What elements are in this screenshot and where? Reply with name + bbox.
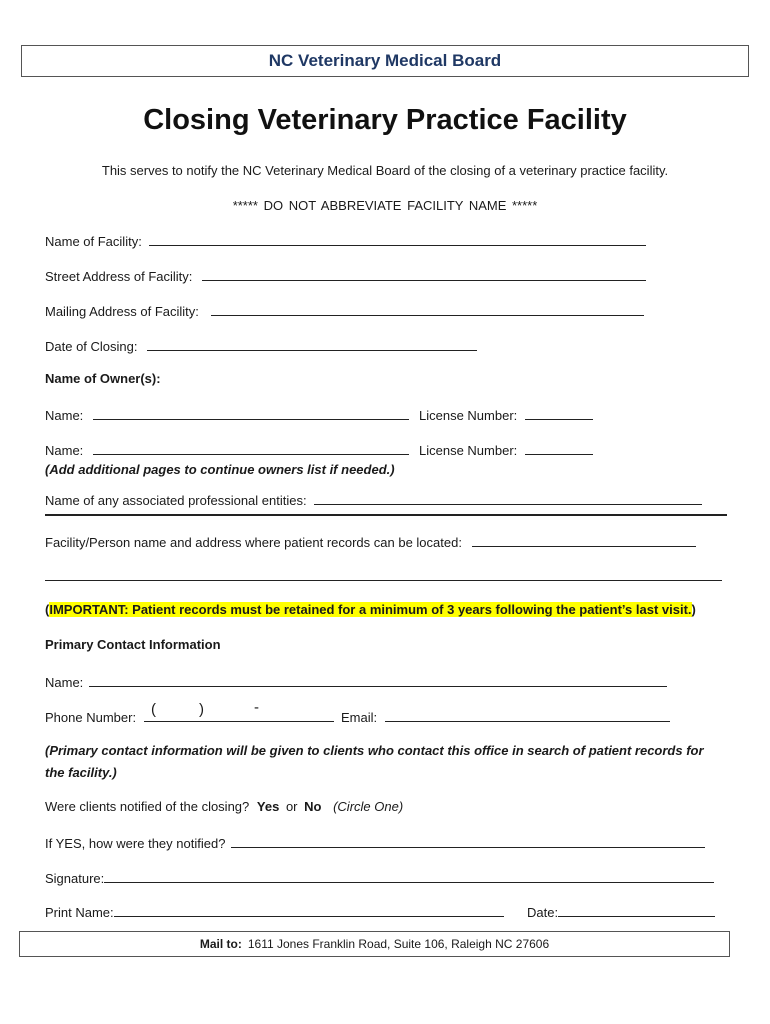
email-field[interactable] <box>385 708 670 722</box>
important-open-paren: ( <box>45 602 50 617</box>
date-of-closing-label: Date of Closing: <box>45 339 138 354</box>
page-title: Closing Veterinary Practice Facility <box>143 104 627 136</box>
owner-2-license-field[interactable] <box>525 441 593 455</box>
contact-note-line-2: the facility.) <box>45 765 117 780</box>
important-text: IMPORTANT: Patient records must be retained for a minimum of 3 years following the patient’s last visit. <box>49 602 692 617</box>
owner-1-row <box>45 406 409 423</box>
records-location-label: Facility/Person name and address where patient records can be located: <box>45 535 462 550</box>
mailing-address-field[interactable] <box>211 302 644 316</box>
contact-name-label: Name: <box>45 675 84 690</box>
or-text: or <box>285 799 298 814</box>
owner-1-name-field[interactable] <box>93 406 409 420</box>
mail-to-label: Mail to: <box>199 937 242 951</box>
contact-heading: Primary Contact Information <box>45 637 221 652</box>
owner-1-license-field[interactable] <box>525 406 593 420</box>
records-location-line-2 <box>45 567 722 584</box>
date-of-closing-field[interactable] <box>147 337 477 351</box>
phone-dash: - <box>254 699 259 716</box>
entities-row <box>45 491 702 508</box>
section-divider <box>45 514 727 516</box>
phone-label: Phone Number: <box>45 710 137 725</box>
owner-2-license-label: License Number: <box>419 443 518 458</box>
facility-name-field[interactable] <box>149 232 646 246</box>
phone-field[interactable] <box>144 708 334 722</box>
print-name-row <box>45 903 504 920</box>
clients-notified-question: Were clients notified of the closing? <box>45 799 250 814</box>
yes-option[interactable]: Yes <box>256 799 280 814</box>
contact-name-row <box>45 673 667 690</box>
records-location-field-2[interactable] <box>45 567 722 581</box>
mail-to-box <box>19 931 730 957</box>
records-location-row <box>45 533 696 550</box>
intro-text: This serves to notify the NC Veterinary Medical Board of the closing of a veterinary practice facility. <box>101 163 669 178</box>
street-address-label: Street Address of Facility: <box>45 269 193 284</box>
mailing-address-row <box>45 302 644 319</box>
how-notified-row <box>45 834 705 851</box>
mailing-address-label: Mailing Address of Facility: <box>45 304 199 319</box>
print-name-label: Print Name: <box>45 905 114 920</box>
facility-name-row <box>45 232 646 249</box>
signature-field[interactable] <box>104 869 714 883</box>
no-option[interactable]: No <box>304 799 322 814</box>
owner-2-name-label: Name: <box>45 443 84 458</box>
date-label: Date: <box>527 905 559 920</box>
date-field[interactable] <box>558 903 715 917</box>
contact-phone-row <box>45 708 334 725</box>
contact-note-line-1: (Primary contact information will be given to clients who contact this office in search of patient records for <box>45 743 704 758</box>
owner-2-license <box>419 441 593 458</box>
date-of-closing-row <box>45 337 477 354</box>
owner-2-name-field[interactable] <box>93 441 409 455</box>
owner-1-name-label: Name: <box>45 408 84 423</box>
owners-heading: Name of Owner(s): <box>45 371 161 386</box>
contact-email <box>341 708 670 725</box>
print-name-field[interactable] <box>114 903 504 917</box>
signature-row <box>45 869 714 886</box>
owner-1-license-label: License Number: <box>419 408 518 423</box>
important-close-paren: ) <box>691 602 696 617</box>
entities-field[interactable] <box>314 491 702 505</box>
header-box <box>21 45 749 77</box>
email-label: Email: <box>341 710 378 725</box>
important-notice <box>45 602 696 617</box>
owners-note: (Add additional pages to continue owners list if needed.) <box>45 462 395 477</box>
how-notified-field[interactable] <box>231 834 705 848</box>
entities-label: Name of any associated professional entities: <box>45 493 307 508</box>
circle-one-hint: (Circle One) <box>333 799 404 814</box>
phone-open-paren: ( <box>151 701 156 718</box>
owner-1-license <box>419 406 593 423</box>
board-name: NC Veterinary Medical Board <box>268 51 502 70</box>
facility-name-label: Name of Facility: <box>45 234 142 249</box>
abbreviation-notice: ***** DO NOT ABBREVIATE FACILITY NAME ***** <box>232 198 538 213</box>
phone-close-paren: ) <box>199 701 204 718</box>
how-notified-label: If YES, how were they notified? <box>45 836 226 851</box>
street-address-row <box>45 267 646 284</box>
street-address-field[interactable] <box>202 267 646 281</box>
clients-notified-row <box>45 799 403 814</box>
records-location-field[interactable] <box>472 533 696 547</box>
date-row <box>527 903 715 920</box>
contact-name-field[interactable] <box>89 673 667 687</box>
mail-to-address: 1611 Jones Franklin Road, Suite 106, Raleigh NC 27606 <box>247 937 550 951</box>
signature-label: Signature: <box>45 871 105 886</box>
owner-2-row <box>45 441 409 458</box>
